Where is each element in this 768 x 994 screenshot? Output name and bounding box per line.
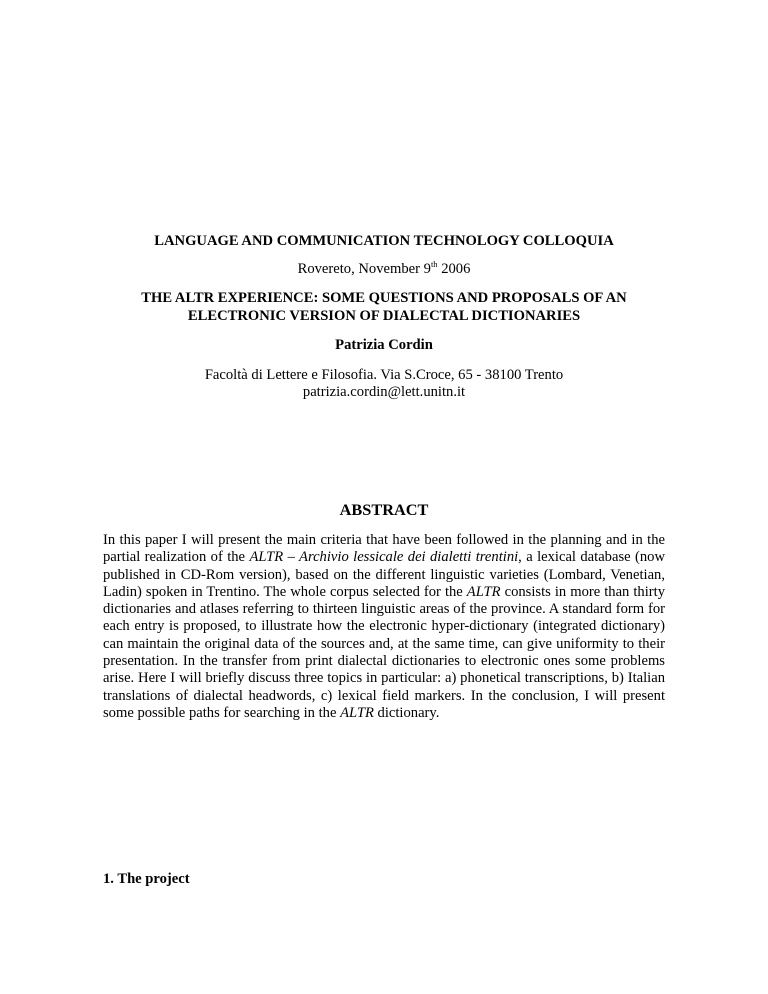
conference-title: LANGUAGE AND COMMUNICATION TECHNOLOGY COLLOQUIA	[154, 233, 614, 249]
abstract-heading: ABSTRACT	[339, 500, 429, 519]
abstract-body	[103, 532, 665, 722]
author-affiliation: Facoltà di Lettere e Filosofia. Via S.Croce, 65 - 38100 Trento	[204, 367, 564, 383]
abstract-text-1: In this paper I will present the main criteria that have been followed in the planning and in the partial realization of the	[103, 532, 665, 566]
author-name: Patrizia Cordin	[335, 337, 433, 353]
author-email: patrizia.cordin@lett.unitn.it	[302, 384, 466, 400]
paper-title-line-2: ELECTRONIC VERSION OF DIALECTAL DICTIONARIES	[187, 308, 581, 324]
abstract-italic-2: ALTR	[466, 583, 501, 600]
conference-date	[0, 261, 768, 278]
abstract-italic-3: ALTR	[340, 704, 374, 721]
paper-title-line-1: THE ALTR EXPERIENCE: SOME QUESTIONS AND PROPOSALS OF AN	[141, 290, 627, 306]
abstract-text-3: consists in more than thirty dictionaries and atlases referring to thirteen linguistic areas of the province. A standard form for each entry is proposed, to illustrate how the electronic hyper-dictionary (integrated dictionary) can maintain the original data of the sources and, at the same time, can give uniformity to their presentation. In the transfer from print dialectal dictionaries to electronic ones some problems arise. Here I will briefly discuss three topics in particular: a) phonetical transcriptions, b) Italian translations of dialectal headwords, c) lexical field markers. In the conclusion, I will present some possible paths for searching in the	[103, 583, 665, 721]
date-superscript: th	[430, 259, 438, 269]
abstract-text-4: dictionary.	[373, 704, 440, 721]
paper-title	[0, 289, 768, 325]
abstract-text-2: , a lexical database (now published in CD-Rom version), based on the different linguistic varieties (Lombard, Venetian, Ladin) spoken in Trentino. The whole corpus selected for the	[103, 549, 666, 600]
section-heading: 1. The project	[103, 871, 190, 887]
date-prefix: Rovereto, November 9	[297, 261, 431, 277]
date-suffix: 2006	[437, 261, 471, 277]
abstract-italic-1: ALTR – Archivio lessicale dei dialetti trentini	[249, 549, 519, 566]
